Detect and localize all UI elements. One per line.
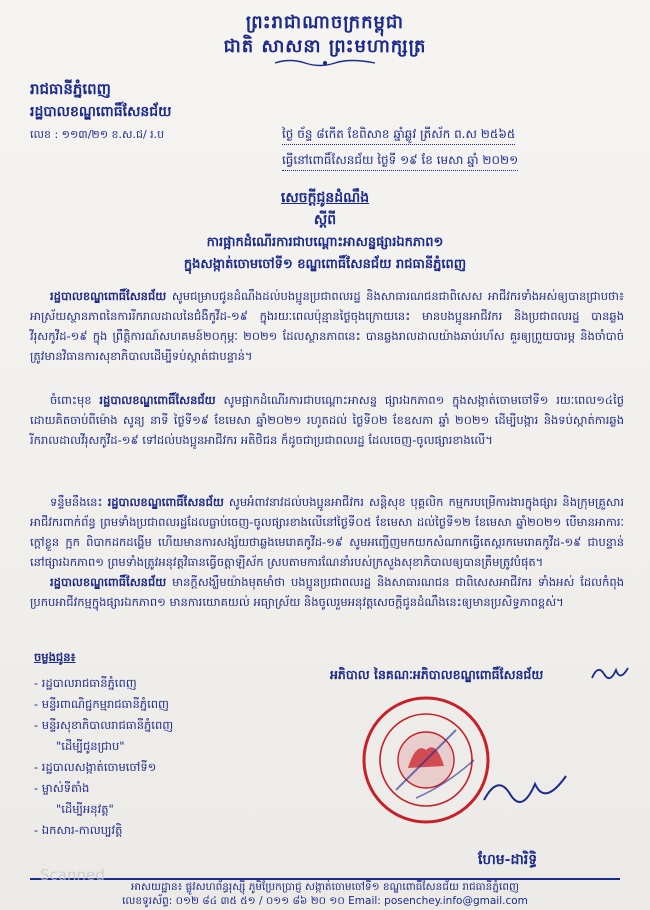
footer-address: អាសយដ្ឋាន៖ ផ្លូវសហព័ន្ធរុស្ស៊ី ភូមិប្រែកប្រាជ្ញ សង្កាត់ចោមចៅទី១ ខណ្ឌពោធិ៍សែនជ័យ រាជធានីភ្នំពេញ (130, 881, 520, 893)
scanner-watermark: Scanned (40, 866, 105, 884)
notice-subject: ការផ្អាកដំណើរការជាបណ្តោះអាសន្នផ្សារឯកភាព១ (206, 235, 444, 250)
solar-date: ធ្វើនៅពោធិ៍សែនជ័យ ថ្ងៃទី ១៩ ខែ មេសា ឆ្នាំ ២០២១ (282, 152, 518, 171)
signature-mark-icon (590, 660, 630, 688)
paragraph-4-lead: រដ្ឋបាលខណ្ឌពោធិ៍សែនជ័យ (50, 575, 167, 589)
paragraph-3-lead: រដ្ឋបាលខណ្ឌពោធិ៍សែនជ័យ (107, 495, 224, 509)
issuer-district: រដ្ឋបាលខណ្ឌពោធិ៍សែនជ័យ (30, 104, 172, 120)
cc-list (34, 650, 173, 841)
reference-number: លេខ : ១១៣/២១ ខ.ស.ជ/ រ.ប (30, 128, 165, 141)
paragraph-3-pre: ទន្ទឹមនឹងនេះ (50, 495, 103, 509)
paragraph-1-text: សូមជម្រាបជូនដំណឹងដល់បងប្អូនប្រជាពលរដ្ឋ និងសាធារណជនជាពិសេស អាជីវករទាំងអស់ឲ្យបានជ្រាបថា៖ អាស្រ័យស្ថានភាពនៃការរីករាលដាលនៃជំងឺកូវីដ-១៩ ក្នុងរយៈពេលប៉ុន្មានថ្ងៃចុងក្រោយនេះ មានបងប្អូនអាជីវករ និងប្រជាពលរដ្ឋ បានឆ្លងវីរុសកូវីដ-១៩ ក្នុង ព្រឹត្តិការណ៍សហគមន៍២០កុម្ភៈ ២០២១ ដែលស្ថានភាពនេះ បានឆ្លងរាលដាលយ៉ាងឆាប់រហ័ស គួរឲ្យព្រួយបារម្ភ និងចាំបាច់ត្រូវមានវិធានការសុខាភិបាលដើម្បីទប់ស្កាត់ជាបន្ទាន់។ (30, 289, 624, 363)
paragraph-2-lead: រដ្ឋបាលខណ្ឌពោធិ៍សែនជ័យ (99, 393, 216, 407)
footer-divider (30, 878, 620, 880)
kingdom-heading: ព្រះរាជាណាចក្រកម្ពុជា (245, 12, 405, 33)
cc-item: "ដើម្បីជូនជ្រាប" (56, 739, 125, 753)
paragraph-1 (30, 286, 624, 366)
paragraph-2-text: សូមផ្អាកដំណើរការជាបណ្តោះអាសន្ន ផ្សារឯកភាព១ ក្នុងសង្កាត់ចោមចៅទី១ រយៈពេល១៤ថ្ងៃ ដោយគិតចាប់ពីម៉ោង សូន្យ នាទី ថ្ងៃទី១៩ ខែមេសា ឆ្នាំ២០២១ រហូតដល់ ថ្ងៃទី០២ ខែឧសភា ឆ្នាំ ២០២១ ដើម្បីបង្ការ និងទប់ស្កាត់ការឆ្លងរីករាលដាលវីរុសកូវីដ-១៩ ទៅដល់បងប្អូនអាជីវករ អតិថិជន ក៏ដូចជាប្រជាពលរដ្ឋ ដែលចេញ-ចូលផ្សារខាងលើ។ (30, 393, 625, 447)
signatory-title: អភិបាល នៃគណៈអភិបាលខណ្ឌពោធិ៍សែនជ័យ (330, 667, 544, 682)
signatory-name: ហែម-ដារិទ្ធិ (478, 852, 538, 868)
cc-item: - ឯកសារ-កាលប្បវត្តិ (34, 823, 123, 837)
notice-about: ស្តីពី (313, 212, 337, 228)
paragraph-4-text: មានក្តីសង្ឃឹមយ៉ាងមុតមាំថា បងប្អូនប្រជាពលរដ្ឋ និងសាធារណជន ជាពិសេសអាជីវករ ទាំងអស់ ដែលកំពុងប្រកបអាជីវកម្មក្នុងផ្សារឯកភាព១ មានការយោគយល់ អធ្យាស្រ័យ និងចូលរួមអនុវត្តសេចក្តីជូនដំណឹងនេះឲ្យមានប្រសិទ្ធភាពខ្ពស់។ (30, 575, 625, 609)
paragraph-2 (30, 390, 624, 450)
paragraph-1-lead: រដ្ឋបាលខណ្ឌពោធិ៍សែនជ័យ (50, 289, 167, 303)
handwritten-signature-icon (480, 770, 570, 810)
paragraph-3 (30, 492, 624, 572)
motto-heading: ជាតិ សាសនា ព្រះមហាក្សត្រ (223, 36, 427, 57)
notice-title: សេចក្តីជូនដំណឹង (280, 190, 370, 206)
ornament-divider-icon (270, 58, 380, 68)
cc-item: - ម្ចាស់ទីតាំង (34, 781, 90, 795)
cc-item: - រដ្ឋបាលរាជធានីភ្នំពេញ (34, 676, 137, 690)
cc-item: - រដ្ឋបាលសង្កាត់ចោមចៅទី១ (34, 760, 157, 774)
lunar-date: ថ្ងៃ ច័ន្ទ ៨កើត ខែពិសាខ ឆ្នាំឆ្លូវ ត្រីស័ក ព.ស ២៥៦៥ (282, 126, 515, 145)
cc-item: "ដើម្បីអនុវត្ត" (56, 802, 114, 816)
paragraph-3-text: សូមអំពាវនាវដល់បងប្អូនអាជីវករ សន្តិសុខ បុគ្គលិក កម្មករបម្រើការងារក្នុងផ្សារ និងក្រុមគ្រួសារអាជីវករពាក់ព័ន្ធ ព្រមទាំងប្រជាពលរដ្ឋដែលធ្លាប់ចេញ-ចូលផ្សារខាងលើនៅថ្ងៃទី០៥ ខែមេសា ដល់ថ្ងៃទី១២ ខែមេសា ឆ្នាំ២០២១ បើមានអាការៈក្តៅខ្លួន ក្អក ពិបាកដកដង្ហើម ហើយមានការសង្ស័យថាឆ្លងមេរោគកូវីដ-១៩ សូមអញ្ជើញមកយកសំណាកធ្វើតេស្តរកមេរោគកូវីដ-១៩ ជាបន្ទាន់នៅផ្សារឯកភាព១ ព្រមទាំងត្រូវអនុវត្តវិធានធ្វើចត្តាឡីស័ក ស្របតាមការណែនាំរបស់ក្រសួងសុខាភិបាលឲ្យបានត្រឹមត្រូវបំផុត។ (30, 495, 625, 569)
official-stamp-icon (356, 690, 496, 830)
notice-location: ក្នុងសង្កាត់ចោមចៅទី១ ខណ្ឌពោធិ៍សែនជ័យ រាជធានីភ្នំពេញ (183, 257, 467, 272)
issuer-capital: រាជធានីភ្នំពេញ (30, 80, 111, 98)
paragraph-4 (30, 572, 624, 612)
cc-item: - មន្ទីរពាណិជ្ជកម្មរាជធានីភ្នំពេញ (34, 697, 169, 711)
paragraph-2-pre: ចំពោះមុខ (50, 393, 92, 407)
cc-item: - មន្ទីរសុខាភិបាលរាជធានីភ្នំពេញ (34, 718, 174, 732)
cc-title: ចម្លងជូន៖ (34, 650, 76, 664)
footer-contact: លេខទូរស័ព្ទ: ០១២ ៨៤ ៣៥ ៥១ / ០១១ ៨៦ ២០ ១០ Email: posenchey.info@gmail.com (122, 895, 528, 907)
